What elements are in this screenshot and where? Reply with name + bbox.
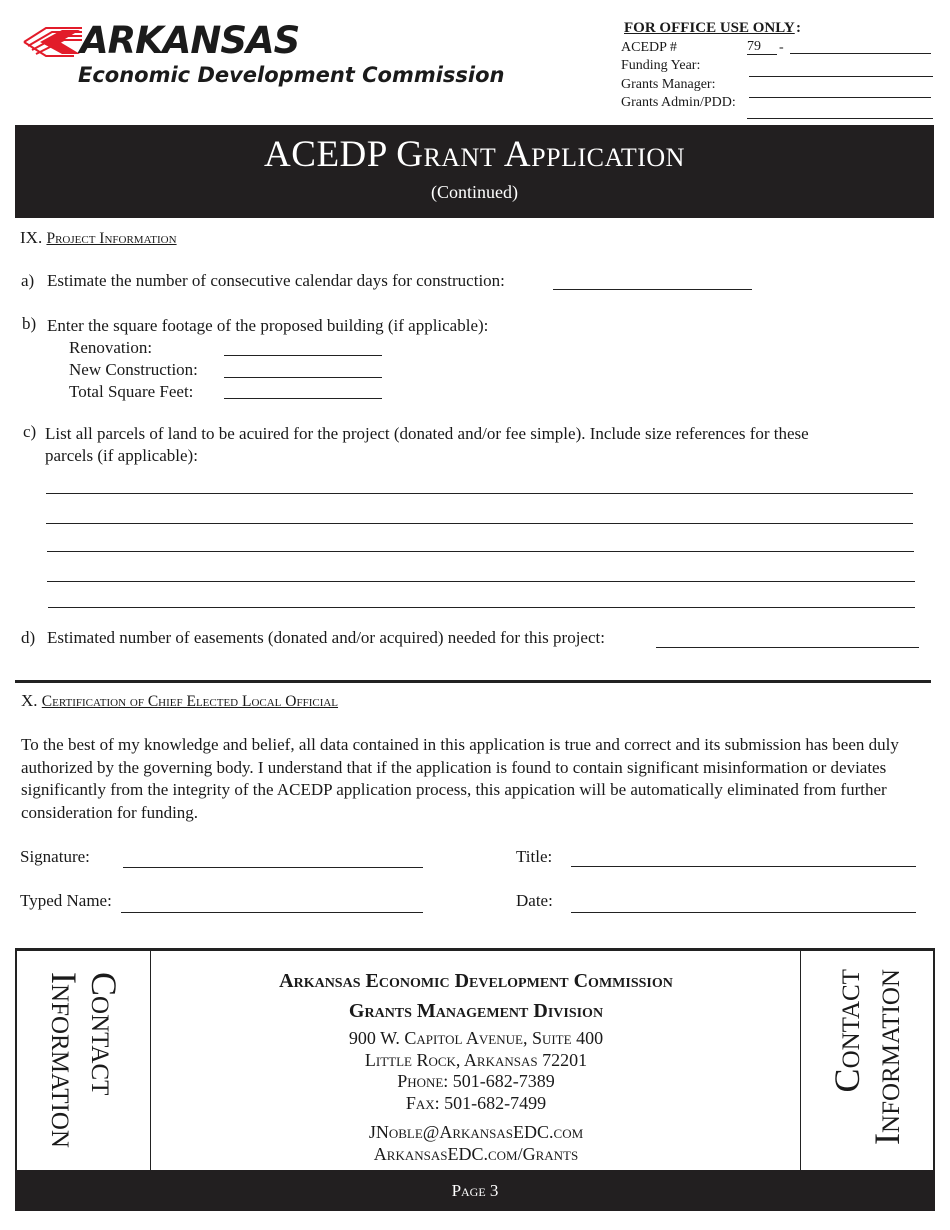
acedp-number-label: ACEDP #: [621, 40, 677, 55]
parcels-line-1[interactable]: [46, 493, 913, 494]
section-divider: [15, 680, 931, 683]
section-10-name: Certification of Chief Elected Local Official: [41, 693, 339, 710]
contact-side-right-line1: Contact: [827, 969, 867, 1093]
item-b-letter: b): [22, 314, 37, 333]
title-label: Title:: [516, 847, 553, 866]
contact-side-left-line1: Contact: [84, 972, 124, 1096]
arkansas-logo-mark-icon: [22, 24, 86, 60]
item-c-text-line1: List all parcels of land to be acuired for the project (donated and/or fee simple). Include size references for these: [45, 424, 809, 443]
acedp-number-dash: -: [779, 40, 784, 55]
page-footer: [15, 1170, 935, 1211]
item-d-text: Estimated number of easements (donated and/or acquired) needed for this project:: [47, 628, 605, 647]
office-use-colon: :: [796, 20, 801, 36]
parcels-line-4[interactable]: [47, 581, 915, 582]
acedp-number-field[interactable]: [790, 53, 931, 54]
construction-days-field[interactable]: [553, 289, 752, 290]
contact-side-left: [17, 951, 151, 1170]
section-9-number: IX.: [20, 228, 43, 247]
contact-side-left-text: [44, 972, 124, 1148]
renovation-label: Renovation:: [69, 338, 153, 357]
new-construction-label: New Construction:: [69, 360, 198, 379]
parcels-line-5[interactable]: [48, 607, 915, 608]
parcels-line-3[interactable]: [47, 551, 914, 552]
office-use-title: FOR OFFICE USE ONLY: [624, 20, 795, 36]
contact-side-right-line2: Information: [867, 969, 907, 1145]
new-construction-field[interactable]: [224, 377, 382, 378]
contact-email-link[interactable]: JNoble@ArkansasEDC.com: [368, 1122, 584, 1142]
grants-manager-label: Grants Manager:: [621, 77, 716, 92]
page-number: Page 3: [451, 1181, 499, 1200]
signature-field[interactable]: [123, 867, 423, 868]
signature-label: Signature:: [20, 847, 90, 866]
typed-name-label: Typed Name:: [20, 891, 112, 910]
contact-side-right: [800, 951, 935, 1170]
contact-details: [152, 966, 800, 1165]
logo-subtitle: Economic Development Commission: [78, 63, 505, 87]
page-title: ACEDP Grant Application: [264, 134, 685, 175]
certification-paragraph: To the best of my knowledge and belief, all data contained in this application is true and correct and its submission has been duly authorized by the governing body. I understand that if the application is found to contain significant misinformation or deviates significantly from the integrity of the ACEDP application process, this appication will be automatically eliminated from further consideration for funding.: [21, 735, 899, 822]
parcels-line-2[interactable]: [46, 523, 913, 524]
item-c-letter: c): [23, 422, 37, 441]
page-subtitle: (Continued): [431, 182, 518, 202]
contact-side-right-text: [827, 969, 907, 1145]
title-field[interactable]: [571, 866, 916, 867]
easements-field[interactable]: [656, 647, 919, 648]
grants-admin-field[interactable]: [747, 118, 933, 119]
section-10-number: X.: [21, 691, 38, 710]
funding-year-field[interactable]: [749, 76, 933, 77]
contact-phone: Phone: 501-682-7389: [397, 1071, 555, 1091]
date-field[interactable]: [571, 912, 916, 913]
funding-year-label: Funding Year:: [621, 58, 701, 73]
section-9-name: Project Information: [46, 230, 177, 247]
section-10-heading: [21, 691, 338, 711]
grants-manager-field[interactable]: [749, 97, 931, 98]
renovation-field[interactable]: [224, 355, 382, 356]
contact-address1: 900 W. Capitol Avenue, Suite 400: [348, 1028, 604, 1048]
contact-fax: Fax: 501-682-7499: [405, 1092, 547, 1113]
item-a-text: Estimate the number of consecutive calendar days for construction:: [47, 271, 505, 290]
contact-address2: Little Rock, Arkansas 72201: [364, 1049, 588, 1070]
section-9-heading: [20, 228, 177, 248]
acedp-number-value[interactable]: 79: [747, 40, 777, 55]
item-d-letter: d): [21, 628, 36, 647]
total-square-feet-field[interactable]: [224, 398, 382, 399]
typed-name-field[interactable]: [121, 912, 423, 913]
contact-division: Grants Management Division: [348, 1000, 604, 1022]
item-b-text: Enter the square footage of the proposed building (if applicable):: [47, 316, 489, 335]
date-label: Date:: [516, 891, 553, 910]
grants-admin-label: Grants Admin/PDD:: [621, 95, 736, 110]
contact-website-link[interactable]: ArkansasEDC.com/Grants: [373, 1143, 579, 1164]
contact-org: Arkansas Economic Development Commission: [279, 970, 673, 992]
logo-wordmark: ARKANSAS: [80, 19, 300, 62]
header-banner: [15, 125, 934, 218]
item-a-letter: a): [21, 271, 35, 290]
total-square-feet-label: Total Square Feet:: [69, 382, 194, 401]
item-c-text-line2: parcels (if applicable):: [45, 446, 198, 465]
contact-side-left-line2: Information: [44, 972, 84, 1148]
